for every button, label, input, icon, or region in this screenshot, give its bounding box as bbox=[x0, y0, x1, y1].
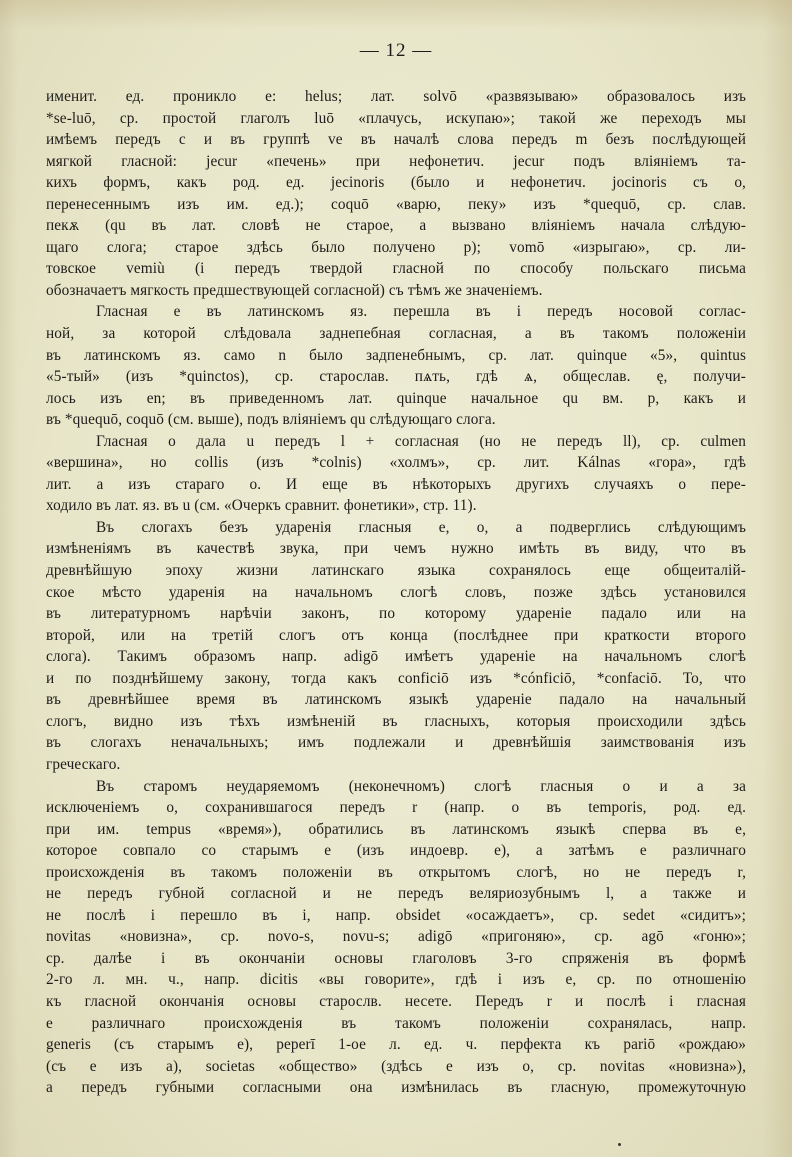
text-line: которое совпало со старымъ e (изъ индоевр. e), а затѣмъ e различнаго bbox=[46, 842, 746, 860]
text-line: e различнаго происхожденія въ такомъ положеніи сохранялась, напр. bbox=[46, 1014, 746, 1032]
text-line: товское vemiù (i передъ твердой гласной по способу польскаго письма bbox=[46, 260, 746, 278]
text-line: ной, за которой слѣдовала заднепебная согласная, а въ такомъ положеніи bbox=[46, 325, 746, 343]
text-line: 2-го л. мн. ч., напр. dicitis «вы говорите», гдѣ i изъ e, ср. по отношенію bbox=[46, 971, 746, 989]
page-edge-left bbox=[0, 0, 18, 1157]
text-line: именит. ед. проникло e: helus; лат. solvō «развязываю» образовалось изъ bbox=[46, 88, 746, 105]
text-line: кихъ формъ, какъ род. ед. jecinoris (было и нефонетич. jocinoris съ o, bbox=[46, 174, 746, 192]
paragraph-start-line: Гласная e въ латинскомъ яз. перешла въ i передъ носовой соглас- bbox=[96, 303, 746, 321]
text-line: generis (съ старымъ e), peperī 1-ое л. ед. ч. перфекта къ pariō «рождаю» bbox=[46, 1036, 746, 1054]
text-line: novitas «новизна», ср. novo-s, novu-s; adigō «пригоняю», ср. agō «гоню»; bbox=[46, 928, 746, 946]
text-line: «вершина», но collis (изъ *colnis) «холмъ», ср. лит. Kálnas «гора», гдѣ bbox=[46, 454, 746, 472]
text-line: въ латинскомъ яз. само n было задпенебнымъ, ср. лат. quinque «5», quintus bbox=[46, 346, 746, 364]
text-line: измѣненіямъ въ качествѣ звука, при чемъ нужно имѣть въ виду, что въ bbox=[46, 540, 746, 558]
text-line: (съ e изъ a), societas «общество» (здѣсь e изъ o, ср. novitas «новизна»), bbox=[46, 1057, 746, 1075]
text-line: и по позднѣйшему закону, тогда какъ conficiō изъ *cónficiō, *confaciō. То, что bbox=[46, 669, 746, 687]
paragraph-start-line: Въ слогахъ безъ ударенія гласныя e, o, a подверглись слѣдующимъ bbox=[96, 518, 746, 536]
page-edge-right bbox=[762, 0, 792, 1157]
text-line: древнѣйшую эпоху жизни латинскаго языка сохранялось еще общеиталій- bbox=[46, 562, 746, 580]
page-edge-top bbox=[0, 0, 792, 30]
text-line: въ *quequō, coquō (см. выше), подъ вліяніемъ qu слѣдующаго слога. bbox=[46, 411, 496, 429]
page-number: — 12 — bbox=[359, 40, 433, 61]
paper-speck bbox=[618, 1143, 621, 1146]
text-line: ское мѣсто ударенія на начальномъ слогѣ словъ, позже здѣсь установился bbox=[46, 583, 746, 601]
text-line: не передъ губной согласной и не передъ веляриозубнымъ l, а также и bbox=[46, 885, 746, 903]
text-line: слога). Такимъ образомъ напр. adigō имѣетъ удареніе на начальномъ слогѣ bbox=[46, 648, 746, 666]
text-line: греческаго. bbox=[46, 755, 121, 773]
text-line: перенесеннымъ изъ им. ед.); coquō «варю, пеку» изъ *quequō, ср. слав. bbox=[46, 195, 746, 213]
text-line: лось изъ en; въ приведенномъ лат. quinque начальное qu вм. p, какъ и bbox=[46, 389, 746, 407]
text-line: обозначаетъ мягкость предшествующей согласной) съ тѣмъ же значеніемъ. bbox=[46, 281, 543, 299]
text-line: исключеніемъ o, сохранившагося передъ r (напр. o въ temporis, род. ед. bbox=[46, 799, 746, 817]
text-line: мягкой гласной: jecur «печень» при нефонетич. jecur подъ вліяніемъ та- bbox=[46, 152, 746, 170]
text-line: при им. tempus «время»), обратились въ латинскомъ языкѣ сперва въ e, bbox=[46, 820, 746, 838]
text-line: слогъ, видно изъ тѣхъ измѣненій въ гласныхъ, которыя происходили здѣсь bbox=[46, 712, 746, 730]
text-line: въ древнѣйшее время въ латинскомъ языкѣ удареніе падало на начальный bbox=[46, 691, 746, 709]
text-line: ходило въ лат. яз. въ u (см. «Очеркъ сравнит. фонетики», стр. 11). bbox=[46, 497, 477, 515]
text-line: а передъ губными согласными она измѣнилась въ гласную, промежуточную bbox=[46, 1079, 746, 1097]
text-line: щаго слога; старое здѣсь было получено p); vomō «изрыгаю», ср. ли- bbox=[46, 238, 746, 256]
text-line: пекѫ (qu въ лат. словѣ не старое, а вызвано вліяніемъ начала слѣдую- bbox=[46, 217, 746, 235]
text-line: въ литературномъ нарѣчіи законъ, по которому удареніе падало или на bbox=[46, 605, 746, 623]
text-line: имѣемъ передъ c и въ группѣ ve въ началѣ слова передъ m безъ послѣдующей bbox=[46, 131, 746, 149]
text-line: ср. далѣе i въ окончаніи основы глаголовъ 3-го спряженія въ формѣ bbox=[46, 949, 746, 967]
body-text bbox=[46, 86, 746, 1099]
text-line: второй, или на третій слогъ отъ конца (послѣднее при краткости второго bbox=[46, 626, 746, 644]
paragraph-start-line: Гласная o дала u передъ l + согласная (но не передъ ll), ср. culmen bbox=[96, 432, 746, 450]
text-line: «5-тый» (изъ *quinctos), ср. старослав. пѧть, гдѣ ѧ, общеслав. ę, получи- bbox=[46, 368, 746, 386]
text-line: происхожденія въ такомъ положеніи въ открытомъ слогѣ, но не передъ r, bbox=[46, 863, 746, 881]
text-line: въ слогахъ неначальныхъ; имъ подлежали и древнѣйшія заимствованія изъ bbox=[46, 734, 746, 752]
text-line: *se-luō, ср. простой глаголъ luō «плачусь, искупаю»; такой же переходъ мы bbox=[46, 109, 746, 127]
text-line: лит. a изъ стараго o. И еще въ нѣкоторыхъ другихъ случаяхъ o пере- bbox=[46, 475, 746, 493]
paragraph-start-line: Въ старомъ неударяемомъ (неконечномъ) слогѣ гласныя o и a за bbox=[96, 777, 746, 795]
text-line: къ гласной окончанія основы старослв. несете. Передъ r и послѣ i гласная bbox=[46, 992, 746, 1010]
text-line: не послѣ i перешло въ i, напр. obsidet «осаждаетъ», ср. sedet «сидитъ»; bbox=[46, 906, 746, 924]
